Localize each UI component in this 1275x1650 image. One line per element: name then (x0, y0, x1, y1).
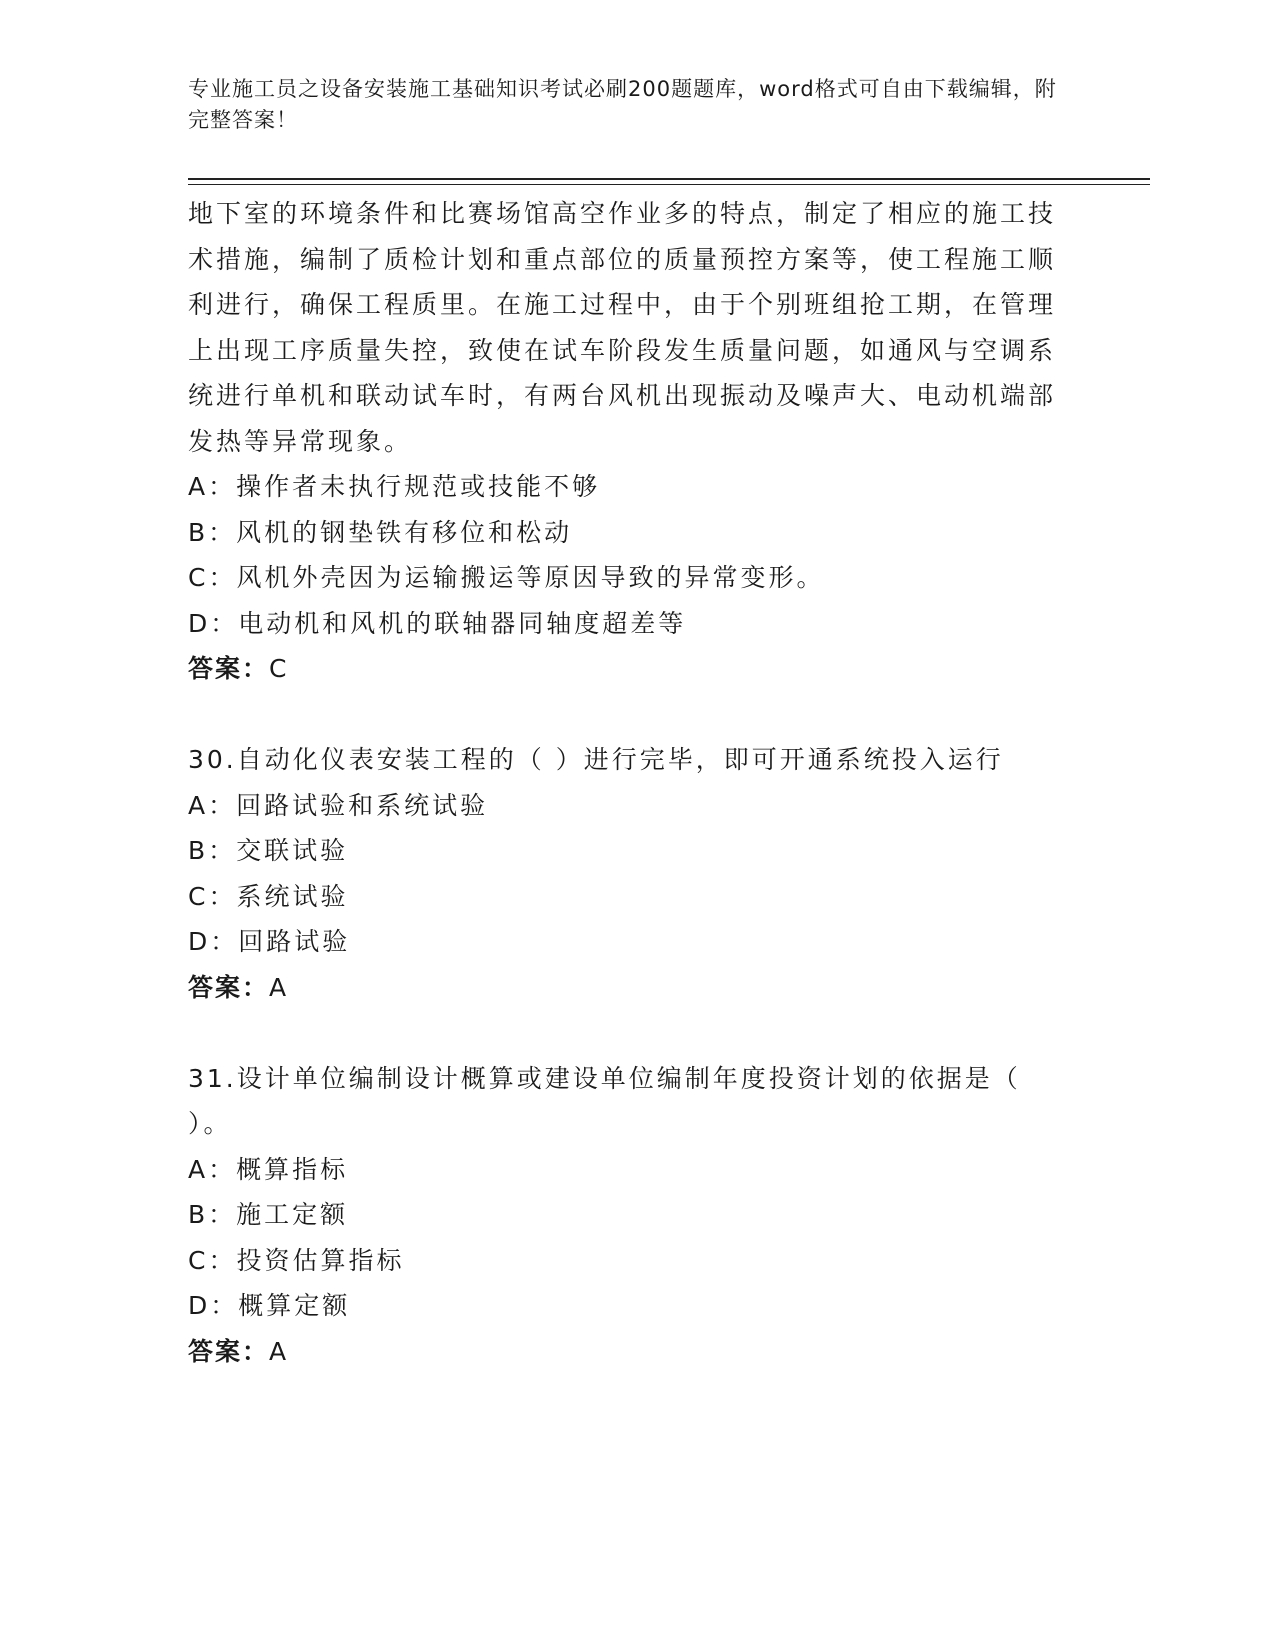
option-d: D：概算定额 (188, 1291, 351, 1320)
option-d: D：电动机和风机的联轴器同轴度超差等 (188, 608, 687, 638)
option-c: C：系统试验 (188, 881, 349, 911)
answer-line (188, 965, 1068, 1011)
answer-value: C (269, 654, 289, 683)
header-divider-thin (188, 184, 1150, 185)
option-a: A：操作者未执行规范或技能不够 (188, 472, 601, 501)
answer-label: 答案： (188, 654, 270, 683)
option-a: A：概算指标 (188, 1154, 349, 1184)
option-d: D：回路试验 (188, 927, 351, 956)
question-29-continued (188, 191, 1068, 692)
option-b: B：交联试验 (188, 836, 349, 865)
answer-line (188, 646, 1068, 692)
option-b: B：施工定额 (188, 1200, 349, 1229)
question-text: 31.设计单位编制设计概算或建设单位编制年度投资计划的依据是（ ）。 (188, 1063, 1021, 1138)
question-31 (188, 1056, 1068, 1375)
document-header (188, 74, 1068, 136)
header-title: 专业施工员之设备安装施工基础知识考试必刷200题题库，word格式可自由下载编辑，附完整答案！ (188, 77, 1057, 132)
answer-label: 答案： (188, 1336, 270, 1366)
option-c: C：投资估算指标 (188, 1245, 405, 1275)
option-c: C：风机外壳因为运输搬运等原因导致的异常变形。 (188, 563, 825, 592)
option-a: A：回路试验和系统试验 (188, 790, 489, 820)
option-b: B：风机的钢垫铁有移位和松动 (188, 517, 573, 547)
document-body (188, 191, 1068, 1374)
answer-value: A (269, 1336, 289, 1366)
answer-line (188, 1329, 1068, 1375)
answer-label: 答案： (188, 972, 270, 1002)
question-30 (188, 737, 1068, 1010)
header-divider-thick (188, 178, 1150, 180)
spacer (188, 692, 1068, 738)
question-text: 地下室的环境条件和比赛场馆高空作业多的特点，制定了相应的施工技术措施，编制了质检计划和重点部位的质量预控方案等，使工程施工顺利进行，确保工程质里。在施工过程中，由于个别班组抢工期，在管理上出现工序质量失控，致使在试车阶段发生质量问题，如通风与空调系统进行单机和联动试车时，有两台风机出现振动及噪声大、电动机端部发热等异常现象。 (188, 199, 1057, 456)
answer-value: A (269, 972, 289, 1002)
spacer (188, 1010, 1068, 1056)
question-text: 30.自动化仪表安装工程的（ ）进行完毕，即可开通系统投入运行 (188, 745, 1004, 774)
